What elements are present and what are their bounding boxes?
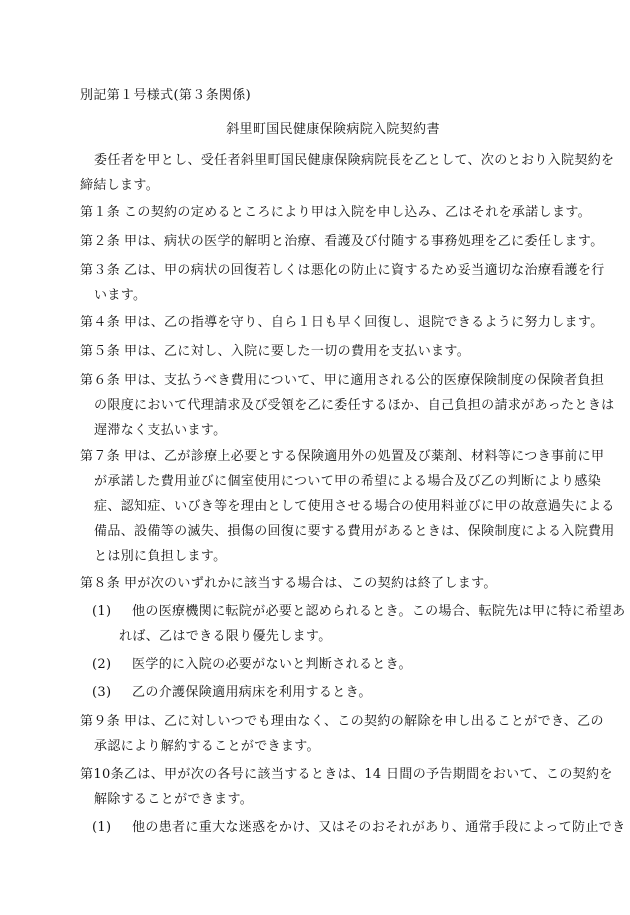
article-label: 第10条 [80,767,124,782]
article-text: 甲は、乙が診療上必要とする保険適用外の処置及び薬剤、材料等につき事前に甲 [124,449,605,464]
article-label: 第５条 [80,344,121,359]
article-8-item-2 [92,656,412,674]
article-label: 第２条 [80,234,121,249]
article-8-item-1-continuation: れば、乙はできる限り優先します。 [119,629,332,644]
article-text: 乙は、甲の病状の回復若しくは悪化の防止に資するため妥当適切な治療看護を行 [124,263,605,278]
document-title: 斜里町国民健康保険病院入院契約書 [226,122,440,137]
article-text: 乙は、甲が次の各号に該当するときは、14 日間の予告期間をおいて、この契約を [124,767,613,782]
item-label: (2) [92,657,112,672]
article-7-continuation: が承諾した費用並びに個室使用について甲の希望による場合及び乙の判断により感染 [94,474,602,489]
article-text: 甲が次のいずれかに該当する場合は、この契約は終了します。 [124,576,497,591]
article-label: 第４条 [80,315,121,330]
item-label: (1) [92,820,112,835]
article-7 [80,448,604,466]
preamble-line: 締結します。 [80,178,160,193]
article-8-item-3 [92,684,372,702]
item-label: (1) [92,604,112,619]
article-label: 第６条 [80,373,121,388]
article-8 [80,575,497,593]
article-6 [80,372,604,390]
article-10-item-1 [92,819,625,837]
item-text: 乙の介護保険適用病床を利用するとき。 [132,685,372,700]
article-7-continuation: 備品、設備等の滅失、損傷の回復に要する費用があるときは、保険制度による入院費用 [94,524,615,539]
article-10-continuation: 解除することができます。 [94,792,254,807]
item-text: 他の患者に重大な迷惑をかけ、又はそのおそれがあり、通常手段によって防止でき [132,820,626,835]
article-label: 第１条 [80,205,121,220]
article-label: 第９条 [80,714,121,729]
article-9 [80,713,604,731]
form-heading: 別記第１号様式(第３条関係) [80,88,252,103]
article-10 [80,766,613,784]
article-1 [80,204,591,222]
article-3 [80,262,605,280]
item-text: 医学的に入院の必要がないと判断されるとき。 [132,657,412,672]
article-4 [80,314,604,332]
article-text: 甲は、乙に対しいつでも理由なく、この契約の解除を申し出ることができ、乙の [124,714,604,729]
article-2 [80,233,604,251]
article-label: 第７条 [80,449,121,464]
article-3-continuation: います。 [94,288,147,303]
article-6-continuation: の限度において代理請求及び受領を乙に委任するほか、自己負担の請求があったときは [94,398,615,413]
article-5 [80,343,470,361]
preamble-line: 委任者を甲とし、受任者斜里町国民健康保険病院長を乙として、次のとおり入院契約を [94,153,615,168]
article-6-continuation: 遅滞なく支払います。 [94,423,227,438]
article-text: 甲は、支払うべき費用について、甲に適用される公的医療保険制度の保険者負担 [124,373,605,388]
article-text: この契約の定めるところにより甲は入院を申し込み、乙はそれを承諾します。 [124,205,591,220]
article-label: 第８条 [80,576,121,591]
article-8-item-1 [92,603,625,621]
article-text: 甲は、病状の医学的解明と治療、看護及び付随する事務処理を乙に委任します。 [124,234,604,249]
article-9-continuation: 承認により解約することができます。 [94,739,320,754]
item-label: (3) [92,685,112,700]
article-7-continuation: とは別に負担します。 [94,549,227,564]
article-7-continuation: 症、認知症、いびき等を理由として使用させる場合の使用料並びに甲の故意過失による [94,499,615,514]
item-text: 他の医療機関に転院が必要と認められるとき。この場合、転院先は甲に特に希望あ [132,604,626,619]
article-text: 甲は、乙の指導を守り、自ら１日も早く回復し、退院できるように努力します。 [124,315,604,330]
article-text: 甲は、乙に対し、入院に要した一切の費用を支払います。 [124,344,471,359]
article-label: 第３条 [80,263,121,278]
